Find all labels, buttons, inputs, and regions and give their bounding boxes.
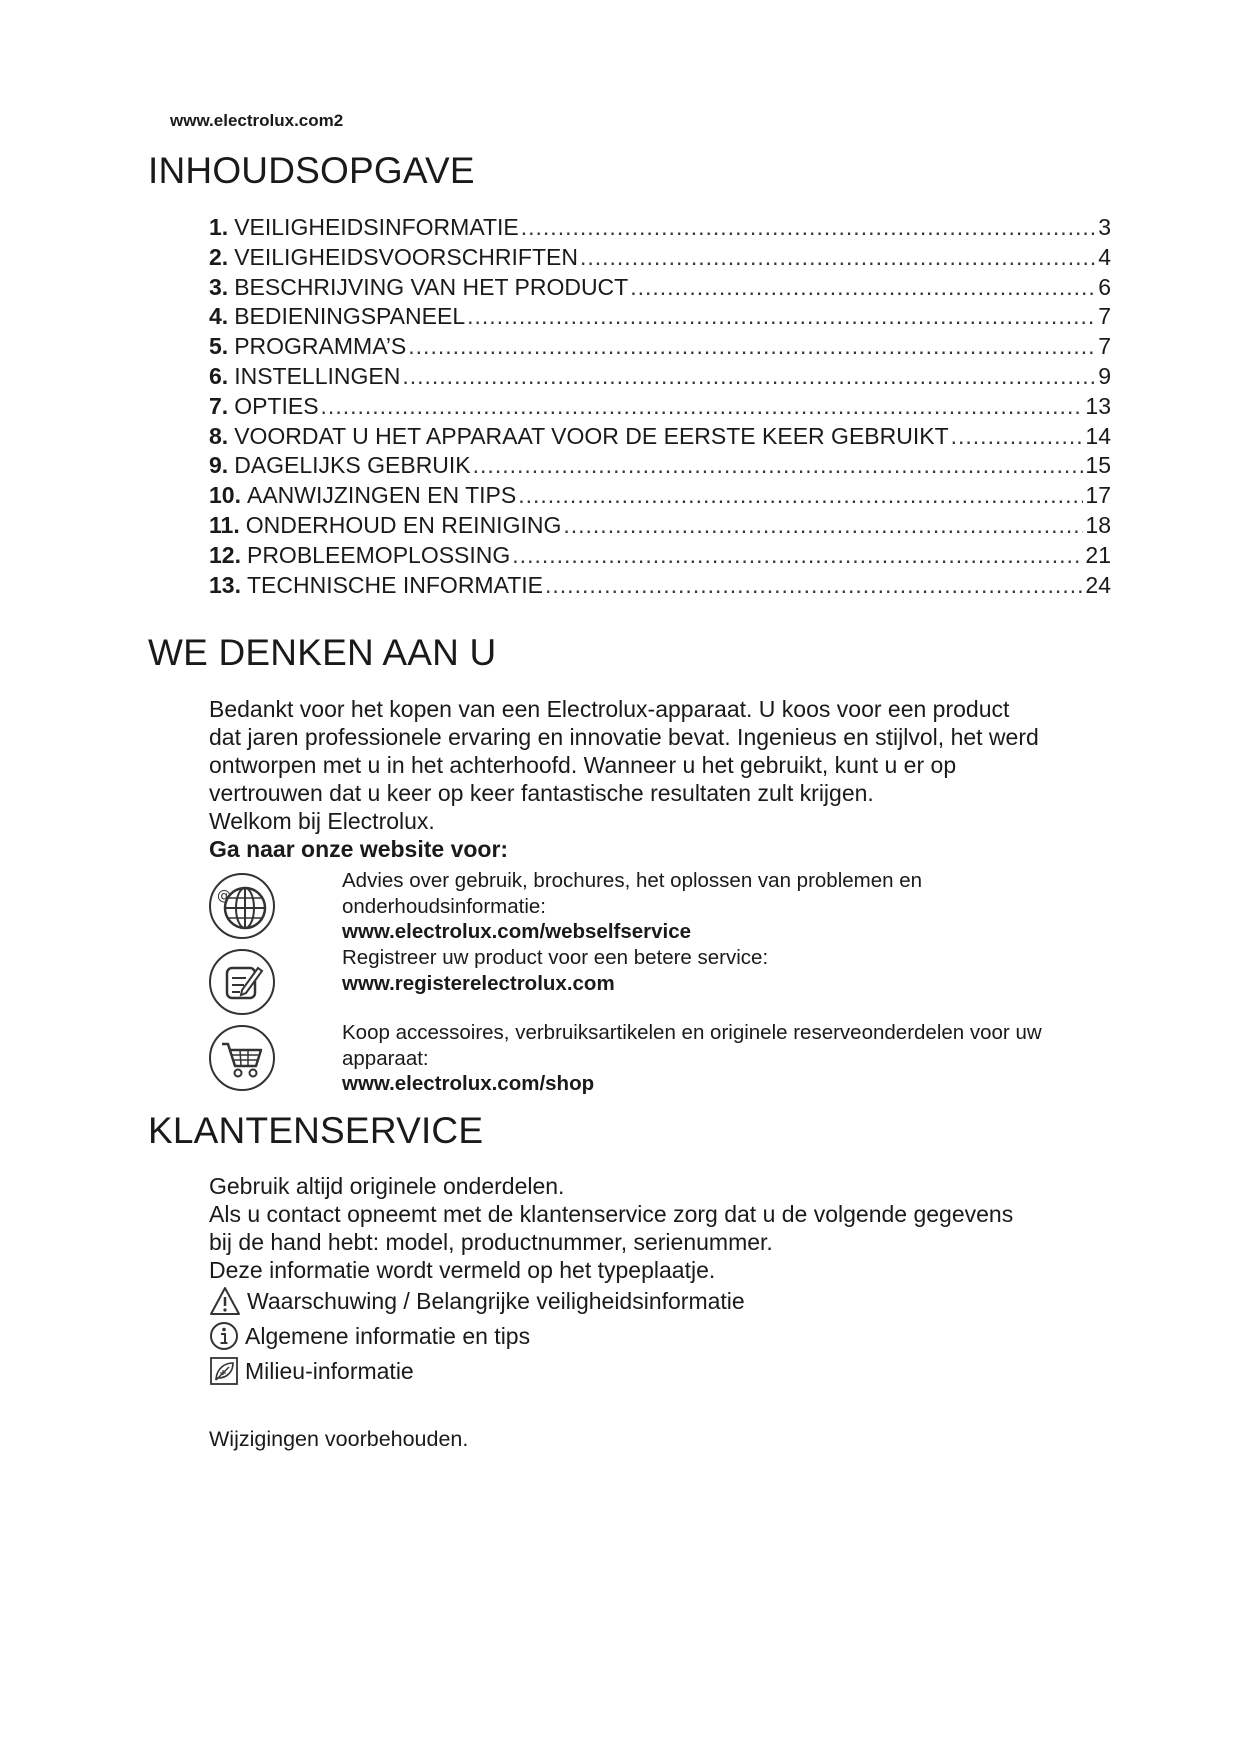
legend-label: Milieu-informatie	[245, 1357, 414, 1384]
toc-leader	[563, 512, 1083, 539]
toc-number: 9.	[209, 452, 229, 479]
toc-title: INHOUDSOPGAVE	[148, 150, 475, 191]
intro-line: Welkom bij Electrolux.	[209, 808, 435, 834]
service-line: Als u contact opneemt met de klantenservice zorg dat u de volgende gegevens	[209, 1201, 1014, 1227]
toc-item-title: AANWIJZINGEN EN TIPS	[246, 482, 517, 509]
legend-label: Waarschuwing / Belangrijke veiligheidsinformatie	[247, 1287, 745, 1314]
toc-number: 7.	[209, 392, 229, 419]
link-block-shop	[342, 1020, 1122, 1097]
toc-item-title: INSTELLINGEN	[234, 362, 401, 389]
toc-number: 2.	[209, 243, 229, 270]
service-line: Gebruik altijd originele onderdelen.	[209, 1173, 565, 1199]
toc-item[interactable]	[209, 303, 1111, 333]
toc-leader	[321, 393, 1084, 420]
toc-number: 4.	[209, 303, 229, 330]
toc-number: 1.	[209, 214, 229, 240]
toc-leader	[518, 482, 1083, 509]
shop-link[interactable]: www.electrolux.com/shop	[342, 1072, 595, 1095]
toc-page-number: 14	[1085, 422, 1111, 449]
toc-page-number: 15	[1085, 452, 1111, 479]
toc-item[interactable]	[209, 482, 1111, 512]
link-description: Advies over gebruik, brochures, het oplossen van problemen en	[342, 869, 923, 892]
toc-number: 8.	[209, 422, 229, 449]
service-paragraph	[209, 1172, 1129, 1284]
webselfservice-link[interactable]: www.electrolux.com/webselfservice	[342, 920, 692, 943]
toc-item[interactable]	[209, 542, 1111, 572]
shopping-cart-icon	[208, 1024, 276, 1092]
service-title: KLANTENSERVICE	[148, 1110, 484, 1151]
table-of-contents	[209, 214, 1111, 601]
toc-page-number: 21	[1085, 541, 1111, 568]
toc-leader	[467, 303, 1096, 330]
toc-page-number: 7	[1098, 333, 1111, 360]
toc-page-number: 7	[1098, 303, 1111, 330]
toc-item-title: TECHNISCHE INFORMATIE	[246, 571, 544, 598]
toc-item-title: BESCHRIJVING VAN HET PRODUCT	[234, 273, 629, 300]
toc-item[interactable]	[209, 363, 1111, 393]
link-block-register	[342, 945, 1122, 996]
toc-item[interactable]	[209, 214, 1111, 244]
toc-leader	[512, 542, 1083, 569]
toc-number: 5.	[209, 333, 229, 360]
toc-number: 10.	[209, 482, 241, 509]
legend-warning	[209, 1286, 745, 1316]
toc-leader	[402, 363, 1096, 390]
intro-line: dat jaren professionele ervaring en innovatie bevat. Ingenieus en stijlvol, het werd	[209, 724, 1039, 750]
toc-page-number: 18	[1085, 511, 1111, 538]
toc-item-title: DAGELIJKS GEBRUIK	[234, 452, 471, 479]
info-icon	[209, 1321, 239, 1351]
globe-icon	[208, 872, 276, 940]
register-link[interactable]: www.registerelectrolux.com	[342, 971, 615, 995]
toc-page-number: 24	[1085, 571, 1111, 598]
toc-item[interactable]	[209, 512, 1111, 542]
toc-page-number: 13	[1085, 392, 1111, 419]
toc-page-number: 9	[1098, 362, 1111, 389]
toc-leader	[580, 244, 1096, 271]
toc-item-title: PROGRAMMA’S	[234, 333, 407, 360]
svg-text:@: @	[217, 888, 231, 904]
toc-page-number: 4	[1098, 243, 1111, 270]
website-heading: Ga naar onze website voor:	[209, 836, 509, 862]
toc-leader	[473, 452, 1084, 479]
toc-page-number: 3	[1098, 214, 1111, 240]
toc-number: 12.	[209, 541, 241, 568]
toc-item[interactable]	[209, 244, 1111, 274]
toc-item[interactable]	[209, 274, 1111, 304]
toc-item-title: VEILIGHEIDSINFORMATIE	[234, 214, 519, 240]
toc-item-title: VOORDAT U HET APPARAAT VOOR DE EERSTE KEER GEBRUIKT	[234, 422, 949, 449]
service-line: bij de hand hebt: model, productnummer, serienummer.	[209, 1229, 773, 1255]
toc-item-title: BEDIENINGSPANEEL	[234, 303, 466, 330]
intro-line: ontworpen met u in het achterhoofd. Wanneer u het gebruikt, kunt u er op	[209, 752, 957, 778]
intro-paragraph	[209, 695, 1129, 863]
toc-item[interactable]	[209, 423, 1111, 453]
toc-item[interactable]	[209, 393, 1111, 423]
toc-number: 3.	[209, 273, 229, 300]
toc-number: 11.	[209, 511, 240, 538]
warning-icon	[209, 1286, 241, 1316]
toc-item-title: PROBLEEMOPLOSSING	[246, 541, 511, 568]
toc-number: 6.	[209, 362, 229, 389]
toc-page-number: 6	[1098, 273, 1111, 300]
link-description: Registreer uw product voor een betere service:	[342, 946, 769, 969]
legend-info	[209, 1321, 530, 1351]
toc-leader	[545, 572, 1083, 599]
intro-line: Bedankt voor het kopen van een Electrolux-apparaat. U koos voor een product	[209, 696, 1010, 722]
toc-leader	[408, 333, 1096, 360]
leaf-icon	[209, 1356, 239, 1386]
link-description: apparaat:	[342, 1046, 429, 1070]
toc-item-title: OPTIES	[234, 392, 319, 419]
toc-leader	[951, 423, 1084, 450]
toc-item[interactable]	[209, 572, 1111, 602]
toc-item-title: ONDERHOUD EN REINIGING	[245, 511, 562, 538]
service-line: Deze informatie wordt vermeld op het typeplaatje.	[209, 1257, 716, 1283]
toc-item-title: VEILIGHEIDSVOORSCHRIFTEN	[234, 243, 578, 270]
legend-label: Algemene informatie en tips	[245, 1322, 531, 1349]
toc-page-number: 17	[1085, 482, 1111, 509]
link-description: onderhoudsinformatie:	[342, 894, 546, 918]
link-description: Koop accessoires, verbruiksartikelen en originele reserveonderdelen voor uw	[342, 1021, 1042, 1044]
toc-leader	[630, 274, 1096, 301]
registration-icon	[208, 948, 276, 1016]
intro-line: vertrouwen dat u keer op keer fantastische resultaten zult krijgen.	[209, 780, 874, 806]
thinking-title: WE DENKEN AAN U	[148, 632, 497, 673]
legend-environment	[209, 1356, 414, 1386]
link-block-support	[342, 868, 1122, 945]
toc-item[interactable]	[209, 452, 1111, 482]
toc-number: 13.	[209, 571, 241, 598]
toc-leader	[521, 214, 1096, 241]
header-url[interactable]: www.electrolux.com2	[170, 111, 344, 130]
toc-item[interactable]	[209, 333, 1111, 363]
footer-note: Wijzigingen voorbehouden.	[209, 1427, 469, 1451]
